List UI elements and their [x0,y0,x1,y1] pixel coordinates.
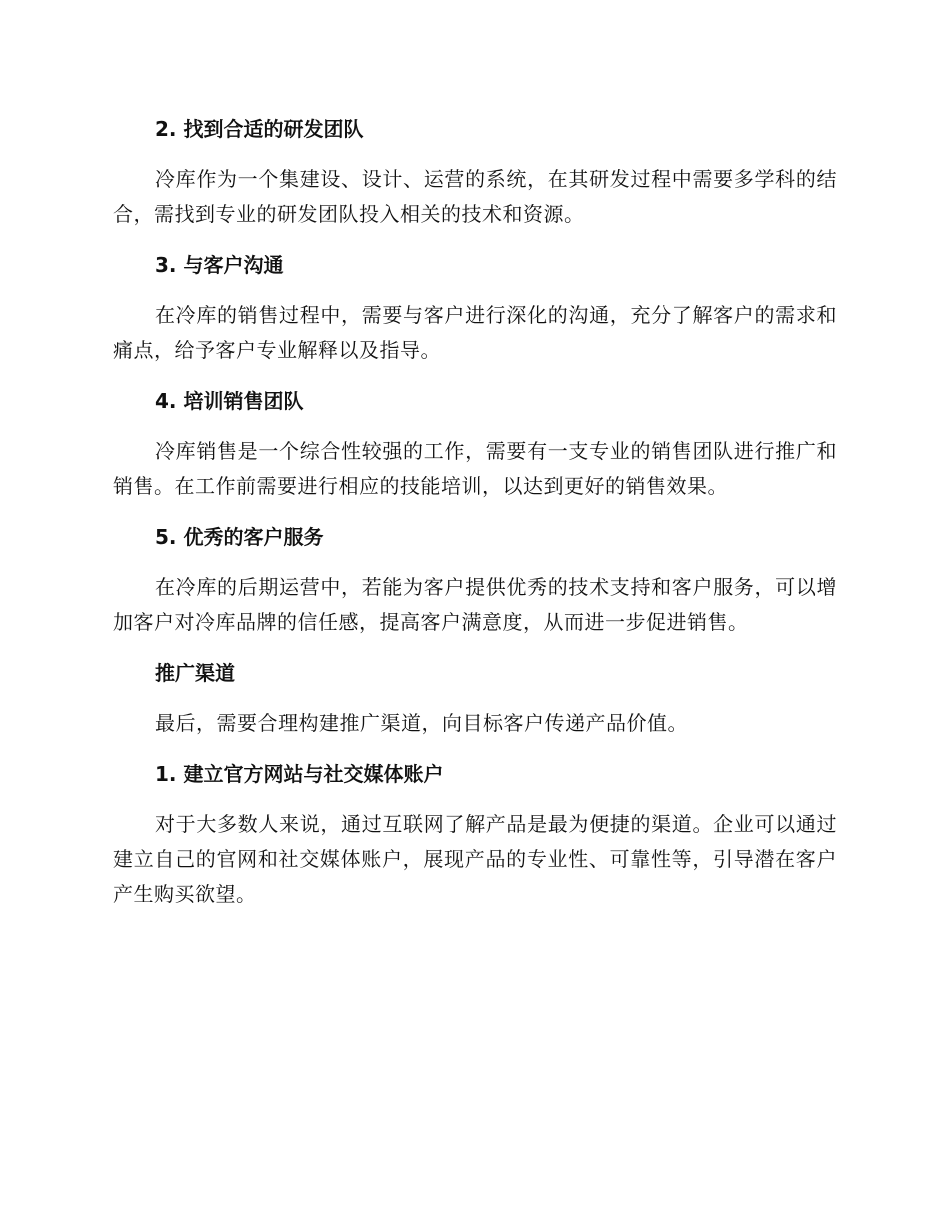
section-heading-official-website: 1. 建立官方网站与社交媒体账户 [155,762,444,786]
section-heading-rd-team: 2. 找到合适的研发团队 [155,117,364,141]
section-paragraph-rd-team: 冷库作为一个集建设、设计、运营的系统，在其研发过程中需要多学科的结合，需找到专业的研发团队投入相关的技术和资源。 [113,167,837,226]
section-heading-customer-communication: 3. 与客户沟通 [155,253,284,277]
section-heading-promotion-channels: 推广渠道 [155,661,235,685]
document-body [113,112,837,912]
section-paragraph-sales-training: 冷库销售是一个综合性较强的工作，需要有一支专业的销售团队进行推广和销售。在工作前需要进行相应的技能培训，以达到更好的销售效果。 [113,439,837,498]
section-heading-sales-training: 4. 培训销售团队 [155,389,304,413]
section-paragraph-customer-service: 在冷库的后期运营中，若能为客户提供优秀的技术支持和客户服务，可以增加客户对冷库品牌的信任感，提高客户满意度，从而进一步促进销售。 [113,575,837,634]
section-paragraph-official-website: 对于大多数人来说，通过互联网了解产品是最为便捷的渠道。企业可以通过建立自己的官网和社交媒体账户，展现产品的专业性、可靠性等，引导潜在客户产生购买欲望。 [113,812,837,906]
section-paragraph-promotion-channels: 最后，需要合理构建推广渠道，向目标客户传递产品价值。 [155,711,688,735]
section-paragraph-customer-communication: 在冷库的销售过程中，需要与客户进行深化的沟通，充分了解客户的需求和痛点，给予客户专业解释以及指导。 [113,303,837,362]
section-heading-customer-service: 5. 优秀的客户服务 [155,525,324,549]
